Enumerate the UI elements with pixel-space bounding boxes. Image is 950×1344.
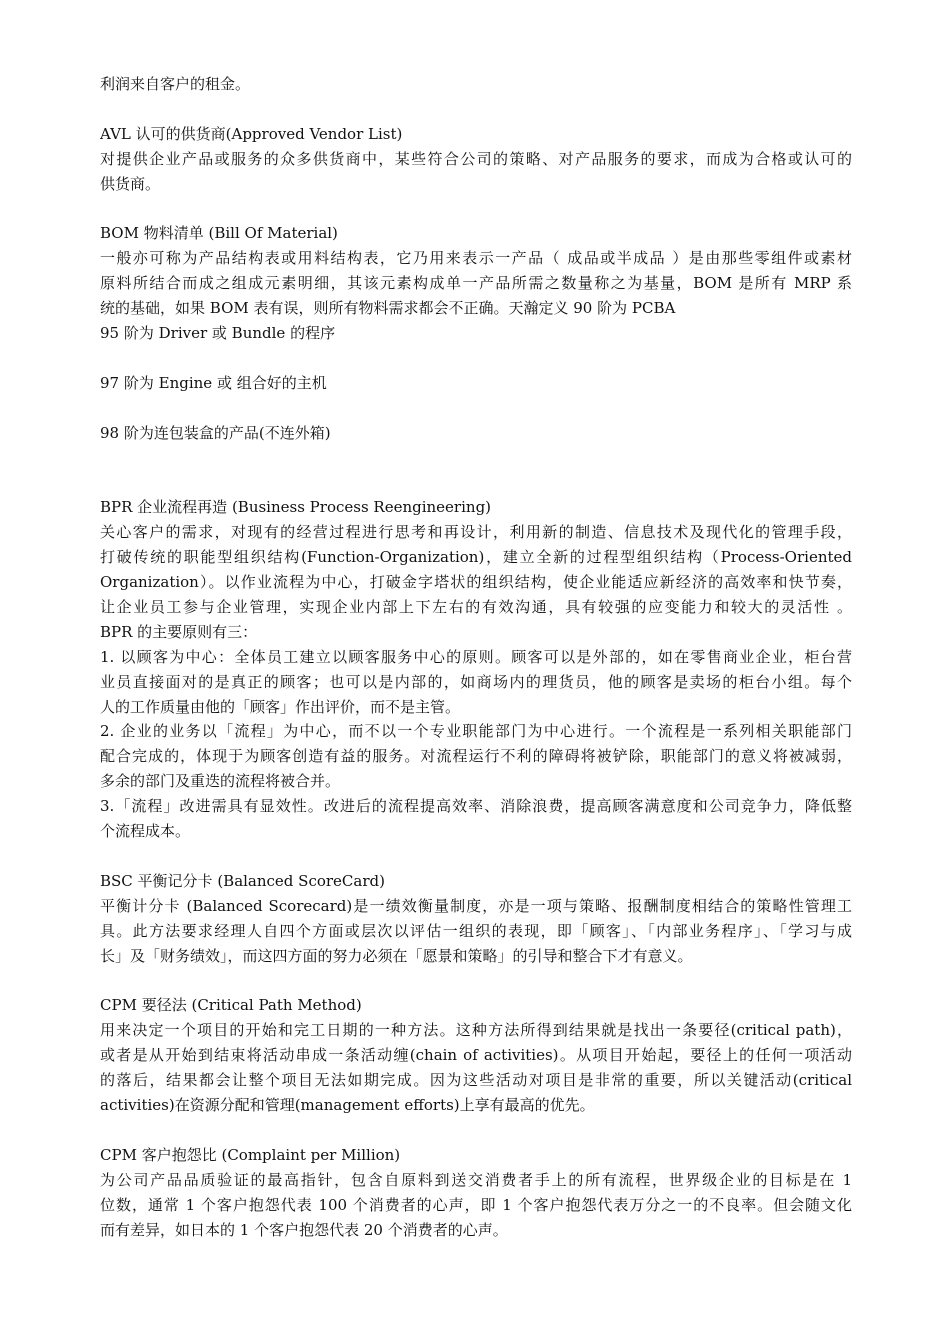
cpm-path-heading: CPM 要径法 (Critical Path Method): [100, 996, 362, 1015]
bsc-line: 平衡计分卡 (Balanced Scorecard)是一绩效衡量制度，亦是一项与策略、报酬制度相结合的策略性管理工: [100, 896, 852, 915]
cpm-path-line: 用来决定一个项目的开始和完工日期的一种方法。这种方法所得到结果就是找出一条要径(critical path)，: [100, 1021, 852, 1040]
cpm-complaint-line: 而有差异，如日本的 1 个客户抱怨代表 20 个消费者的心声。: [100, 1220, 508, 1239]
bpr-line: 关心客户的需求，对现有的经营过程进行思考和再设计，利用新的制造、信息技术及现代化的管理手段，: [100, 523, 852, 542]
bpr-line: 业员直接面对的是真正的顾客；也可以是内部的，如商场内的理货员，他的顾客是卖场的柜台小组。每个: [100, 672, 852, 691]
bom-line: 95 阶为 Driver 或 Bundle 的程序: [100, 324, 336, 343]
bpr-heading: BPR 企业流程再造 (Business Process Reengineering): [100, 498, 492, 517]
bpr-line: 打破传统的职能型组织结构(Function-Organization)，建立全新的过程型组织结构（Process-Oriented: [100, 548, 852, 567]
bsc-line: 具。此方法要求经理人自四个方面或层次以评估一组织的表现，即「顾客」、「内部业务程序」、「学习与成: [100, 921, 852, 940]
cpm-complaint-line: 位数，通常 1 个客户抱怨代表 100 个消费者的心声，即 1 个客户抱怨代表万分之一的不良率。但会随文化: [100, 1195, 852, 1214]
avl-line: 供货商。: [100, 174, 161, 193]
bsc-line: 长」及「财务绩效」，而这四方面的努力必须在「愿景和策略」的引导和整合下才有意义。: [100, 946, 693, 965]
cpm-path-line: 或者是从开始到结束将活动串成一条活动缠(chain of activities)。从项目开始起，要径上的任何一项活动: [100, 1046, 852, 1065]
avl-heading: AVL 认可的供货商(Approved Vendor List): [100, 124, 403, 143]
bpr-line: 人的工作质量由他的「顾客」作出评价，而不是主管。: [100, 697, 461, 716]
bpr-line: Organization）。以作业流程为中心，打破金字塔状的组织结构，使企业能适应新经济的高效率和快节奏，: [100, 573, 852, 592]
bom-line: 一般亦可称为产品结构表或用料结构表，它乃用来表示一产品（ 成品或半成品 ）是由那些零组件或素材: [100, 249, 852, 268]
cpm-path-line: 的落后，结果都会让整个项目无法如期完成。因为这些活动对项目是非常的重要，所以关键活动(critical: [100, 1071, 852, 1090]
cpm-path-line: activities)在资源分配和管理(management efforts)上享有最高的优先。: [100, 1096, 595, 1115]
bpr-line: BPR 的主要原则有三：: [100, 622, 258, 641]
bpr-line: 2. 企业的业务以「流程」为中心，而不以一个专业职能部门为中心进行。一个流程是一系列相关职能部门: [100, 722, 852, 741]
bom-line-97: 97 阶为 Engine 或 组合好的主机: [100, 373, 327, 392]
bpr-line: 3.「流程」改进需具有显效性。改进后的流程提高效率、消除浪费，提高顾客满意度和公司竞争力，降低整: [100, 797, 852, 816]
bom-heading: BOM 物料清单 (Bill Of Material): [100, 224, 338, 243]
cpm-complaint-heading: CPM 客户抱怨比 (Complaint per Million): [100, 1145, 401, 1164]
bom-line-98: 98 阶为连包装盒的产品(不连外箱): [100, 423, 331, 442]
document-page: [100, 72, 852, 1242]
bom-line: 原料所结合而成之组成元素明细，其该元素构成单一产品所需之数量称之为基量，BOM 是所有 MRP 系: [100, 274, 852, 293]
bpr-line: 1. 以顾客为中心：全体员工建立以顾客服务中心的原则。顾客可以是外部的，如在零售商业企业，柜台营: [100, 647, 852, 666]
intro-line: 利润来自客户的租金。: [100, 75, 251, 93]
bsc-heading: BSC 平衡记分卡 (Balanced ScoreCard): [100, 871, 385, 890]
bom-line: 统的基础，如果 BOM 表有误，则所有物料需求都会不正确。天瀚定义 90 阶为 PCBA: [100, 299, 676, 318]
bpr-line: 个流程成本。: [100, 822, 191, 841]
avl-line: 对提供企业产品或服务的众多供货商中，某些符合公司的策略、对产品服务的要求，而成为合格或认可的: [100, 149, 852, 168]
bpr-line: 让企业员工参与企业管理，实现企业内部上下左右的有效沟通，具有较强的应变能力和较大的灵活性 。: [100, 597, 852, 616]
bpr-line: 多余的部门及重迭的流程将被合并。: [100, 772, 341, 791]
bpr-line: 配合完成的，体现于为顾客创造有益的服务。对流程运行不利的障碍将被铲除，职能部门的意义将被减弱，: [100, 747, 852, 766]
cpm-complaint-line: 为公司产品品质验证的最高指针，包含自原料到送交消费者手上的所有流程，世界级企业的目标是在 1: [100, 1170, 852, 1189]
